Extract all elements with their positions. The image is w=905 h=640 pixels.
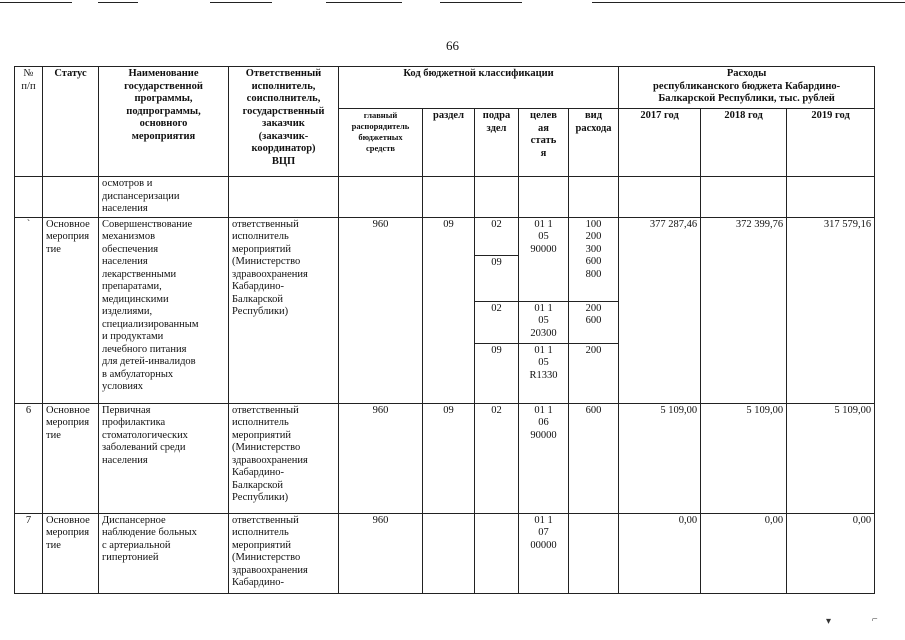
- row-section: 09: [423, 217, 475, 403]
- col-name-header: Наименование государственной программы, подпрограммы, основного мероприятия: [99, 67, 229, 177]
- row-number: 7: [15, 513, 43, 593]
- scan-line: [210, 2, 272, 3]
- row-2018-value: 0,00: [701, 513, 787, 593]
- row-2018-value: 5 109,00: [701, 403, 787, 513]
- scan-line: [0, 2, 72, 3]
- row-number: `: [15, 217, 43, 403]
- scan-line: [98, 2, 138, 3]
- table-cell: [787, 177, 875, 218]
- table-cell: [475, 177, 519, 218]
- row-subsection: 02: [475, 403, 519, 513]
- expenses-header: Расходы республиканского бюджета Кабардино- Балкарской Республики, тыс. рублей: [619, 67, 875, 109]
- row-status: Основное мероприя тие: [43, 403, 99, 513]
- table-cell: [15, 177, 43, 218]
- row-subsection: [475, 513, 519, 593]
- scan-line: [440, 2, 522, 3]
- row-section: [423, 513, 475, 593]
- page-number: 66: [446, 38, 459, 53]
- col-num-header: № п/п: [15, 67, 43, 177]
- row-main-manager: 960: [339, 513, 423, 593]
- row-expense-type: [569, 513, 619, 593]
- row-subsection: 09: [475, 255, 519, 301]
- year-2019-header: 2019 год: [787, 109, 875, 177]
- row-number: 6: [15, 403, 43, 513]
- row-status: Основное мероприя тие: [43, 513, 99, 593]
- table-row: [15, 513, 875, 593]
- year-2017-header: 2017 год: [619, 109, 701, 177]
- target-item-header: целев ая стать я: [519, 109, 569, 177]
- row-2019-value: 5 109,00: [787, 403, 875, 513]
- row-main-manager: 960: [339, 217, 423, 403]
- row-2019-value: 0,00: [787, 513, 875, 593]
- row-target-item: 01 1 05 R1330: [519, 343, 569, 403]
- budget-table: [14, 66, 875, 594]
- row-expense-type: 100 200 300 600 800: [569, 217, 619, 301]
- table-cell: [619, 177, 701, 218]
- col-status-header: Статус: [43, 67, 99, 177]
- table-cell: [701, 177, 787, 218]
- row-responsible: ответственный исполнитель мероприятий (Министерство здравоохранения Кабардино- Балкарской Республики): [229, 403, 339, 513]
- section-header: раздел: [423, 109, 475, 177]
- row-target-item: 01 1 06 90000: [519, 403, 569, 513]
- row-2017-value: 5 109,00: [619, 403, 701, 513]
- row-subsection: 02: [475, 301, 519, 343]
- scan-mark: ⌐: [872, 614, 878, 625]
- row-main-manager: 960: [339, 403, 423, 513]
- row-section: 09: [423, 403, 475, 513]
- table-cell: [423, 177, 475, 218]
- scan-mark: ▾: [826, 616, 832, 627]
- scan-line: [592, 2, 905, 3]
- budget-code-header: Код бюджетной классификации: [339, 67, 619, 109]
- header-row: [15, 67, 875, 109]
- row-expense-type: 600: [569, 403, 619, 513]
- row-responsible: ответственный исполнитель мероприятий (Министерство здравоохранения Кабардино-: [229, 513, 339, 593]
- subsection-header: подра здел: [475, 109, 519, 177]
- row-subsection: 02: [475, 217, 519, 255]
- table-cell-name: осмотров и диспансеризации населения: [99, 177, 229, 218]
- row-target-item: 01 1 05 90000: [519, 217, 569, 301]
- row-2017-value: 377 287,46: [619, 217, 701, 403]
- row-responsible: ответственный исполнитель мероприятий (Министерство здравоохранения Кабардино- Балкарской Республики): [229, 217, 339, 403]
- row-name: Диспансерное наблюдение больных с артериальной гипертонией: [99, 513, 229, 593]
- table-cell: [569, 177, 619, 218]
- row-expense-type: 200: [569, 343, 619, 403]
- scan-line: [326, 2, 402, 3]
- row-2018-value: 372 399,76: [701, 217, 787, 403]
- main-manager-header: главный распорядитель бюджетных средств: [339, 109, 423, 177]
- row-name: Первичная профилактика стоматологических заболеваний среди населения: [99, 403, 229, 513]
- row-2017-value: 0,00: [619, 513, 701, 593]
- row-subsection: 09: [475, 343, 519, 403]
- continuation-row: [15, 177, 875, 218]
- table-cell: [43, 177, 99, 218]
- row-name: Совершенствование механизмов обеспечения населения лекарственными препаратами, медицинскими изделиями, специализированным и продуктами лечебного питания для детей-инвалидов в амбулаторных условиях: [99, 217, 229, 403]
- row-status: Основное мероприя тие: [43, 217, 99, 403]
- row-target-item: 01 1 05 20300: [519, 301, 569, 343]
- year-2018-header: 2018 год: [701, 109, 787, 177]
- row-expense-type: 200 600: [569, 301, 619, 343]
- table-row: [15, 217, 875, 255]
- table-cell: [229, 177, 339, 218]
- row-target-item: 01 1 07 00000: [519, 513, 569, 593]
- table-row: [15, 403, 875, 513]
- row-2019-value: 317 579,16: [787, 217, 875, 403]
- expense-type-header: вид расхода: [569, 109, 619, 177]
- col-responsible-header: Ответственный исполнитель, соисполнитель, государственный заказчик (заказчик- координатор) ВЦП: [229, 67, 339, 177]
- table-cell: [339, 177, 423, 218]
- table-cell: [519, 177, 569, 218]
